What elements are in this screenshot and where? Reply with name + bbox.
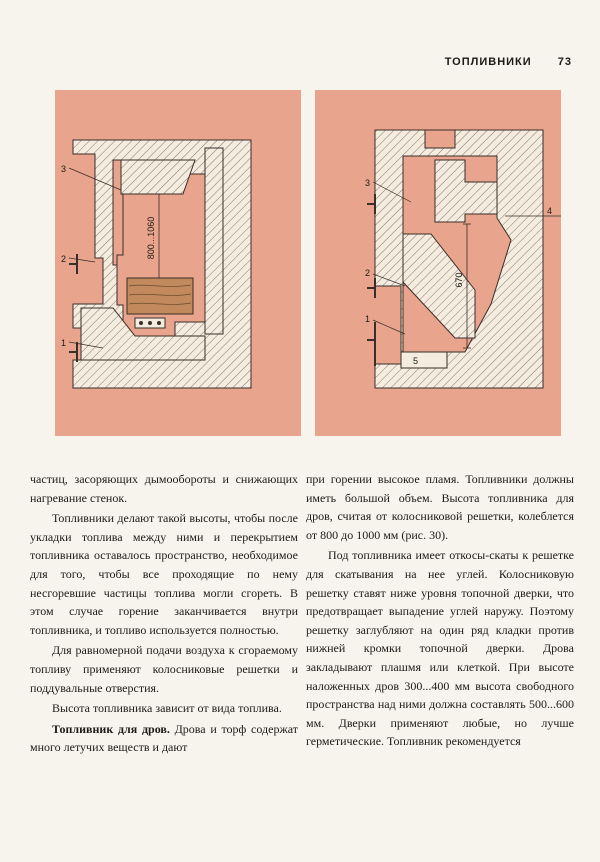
firebox-diagram-left (55, 90, 301, 436)
figure-wood-firebox (55, 90, 301, 436)
paragraph: при горении высокое пламя. Топливники должны иметь большой объем. Высота топливника для дров, считая от колосниковой решетки, колеблется от 800 до 1000 мм (рис. 30). (306, 472, 574, 542)
grate-hole (139, 321, 143, 325)
callout-2: 2 (365, 268, 371, 278)
callout-3: 3 (61, 164, 67, 174)
figure-coal-firebox (315, 90, 561, 436)
paragraph-body: Дрова и торф содержат много летучих веществ и дают (30, 721, 298, 755)
callout-2: 2 (61, 254, 67, 264)
paragraph: Высота топливника зависит от вида топлива. (52, 701, 282, 716)
paragraph: частиц, засоряющих дымообороты и снижающих нагревание стенок. (30, 472, 298, 505)
grate-hole (157, 321, 161, 325)
firebox-door (367, 278, 375, 298)
ash-door (69, 342, 77, 362)
running-head-title: ТОПЛИВНИКИ (444, 56, 532, 68)
callout-3: 3 (365, 178, 371, 188)
paragraph: Топливники делают такой высоты, чтобы после укладки топлива между ними и перекрытием топливника оставалось пространство, необходимое для того, чтобы все проходящие по нему несгоревшие частицы топлива могли сгореть. В этом случае горение заканчивается внутри топливника, и топливо используется полностью. (30, 511, 298, 637)
callout-4: 4 (547, 206, 553, 216)
firebox-door (69, 254, 77, 274)
paragraph: Для равномерной подачи воздуха к сгораемому топливу применяют колосниковые решетки и поддувальные отверстия. (30, 643, 298, 695)
callout-1: 1 (365, 314, 371, 324)
text-column-right (306, 470, 574, 751)
running-head (445, 56, 572, 68)
text-column-left (30, 470, 298, 757)
top-overhang (121, 160, 195, 194)
paragraph (30, 720, 298, 757)
callout-5: 5 (413, 356, 419, 366)
grate-hole (148, 321, 152, 325)
flue-wall (205, 148, 223, 334)
wood-logs (127, 278, 193, 314)
firebox-diagram-right (315, 90, 561, 436)
ash-box (401, 352, 447, 368)
dimension-label: 670 (454, 272, 464, 288)
callout-1: 1 (61, 338, 67, 348)
page-number: 73 (557, 56, 572, 68)
paragraph: Под топливника имеет откосы-скаты к решетке для скатывания на нее углей. Колосниковую решетку ставят ниже уровня топочной дверки, что предотвращает выпадение углей наружу. Поэтому решетку заглубляют на один ряд кладки против нижней кромки топочной дверки. Дрова закладывают плашмя или клеткой. При высоте наложенных дров 300...400 мм высота свободного пространства над ними должна составлять 500...600 мм. Дверки применяют любые, но лучше герметические. Топливник рекомендуется (306, 548, 574, 749)
door-upper (367, 194, 375, 214)
top-opening (425, 130, 455, 148)
ash-door (367, 322, 375, 366)
dimension-label: 800...1060 (146, 216, 156, 260)
subheading-wood-firebox: Топливник для дров. (52, 721, 170, 736)
